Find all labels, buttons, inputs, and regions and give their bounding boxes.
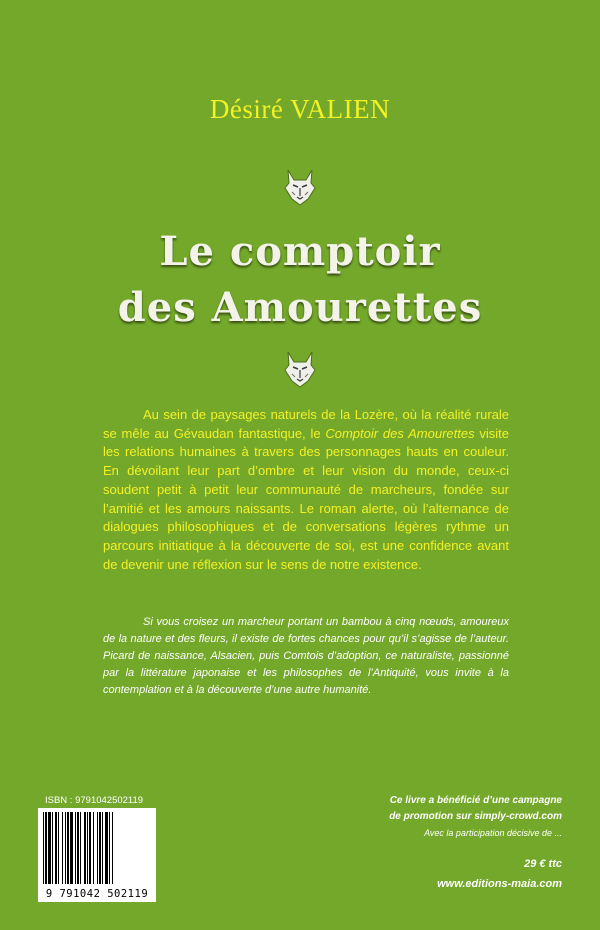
publisher-website: www.editions-maia.com	[437, 878, 562, 890]
participation-note: Avec la participation décisive de ...	[424, 828, 562, 838]
book-title-line-1: Le comptoir	[159, 228, 441, 275]
author-bio-text: Si vous croisez un marcheur portant un bambou à cinq nœuds, amoureux de la nature et des fleurs, il existe de fortes chances pour qu’il s’agisse de l’auteur. Picard de naissance, Alsacien, puis Comtois d’adoption, ce naturaliste, passionné par la littérature japonaise et les philosophes de l’Antiquité, vous invite à la contemplation et à la découverte d’une autre humanité.	[103, 616, 509, 696]
book-title-line-2: des Amourettes	[117, 284, 483, 331]
promotion-line-2: de promotion sur simply-crowd.com	[389, 811, 562, 822]
blurb-title-italic: Comptoir des Amourettes	[325, 425, 475, 441]
promotion-note	[389, 793, 562, 825]
wolf-head-icon	[283, 350, 317, 388]
author-name: Désiré VALIEN	[209, 94, 391, 124]
blurb-text-end: visite les relations humaines à travers des personnages hauts en couleur. En dévoilant leur part d’ombre et leur vision du monde, ceux-ci soudent petit à petit leur communauté de marcheurs, fondée sur l’amitié et les amours naissants. Le roman alerte, où l’alternance de dialogues philosophiques et de conversations légères rythme un parcours initiatique à la découverte de soi, est une confidence avant de devenir une réflexion sur le sens de notre existence.	[103, 425, 509, 572]
promotion-line-1: Ce livre a bénéficié d’une campagne	[389, 795, 562, 806]
price: 29 € ttc	[524, 858, 562, 870]
blurb-text-start: Au sein de paysages naturels de la Lozère, où la réalité rurale se mêle au Gévaudan fantastique, le	[103, 407, 509, 441]
summary-blurb	[103, 406, 509, 574]
isbn-label: ISBN : 9791042502119	[45, 795, 144, 806]
barcode-bars-icon	[41, 812, 153, 884]
barcode	[38, 808, 156, 902]
wolf-head-icon	[283, 168, 317, 206]
author-bio	[103, 614, 509, 699]
barcode-digits: 9 791042 502119	[45, 888, 149, 900]
